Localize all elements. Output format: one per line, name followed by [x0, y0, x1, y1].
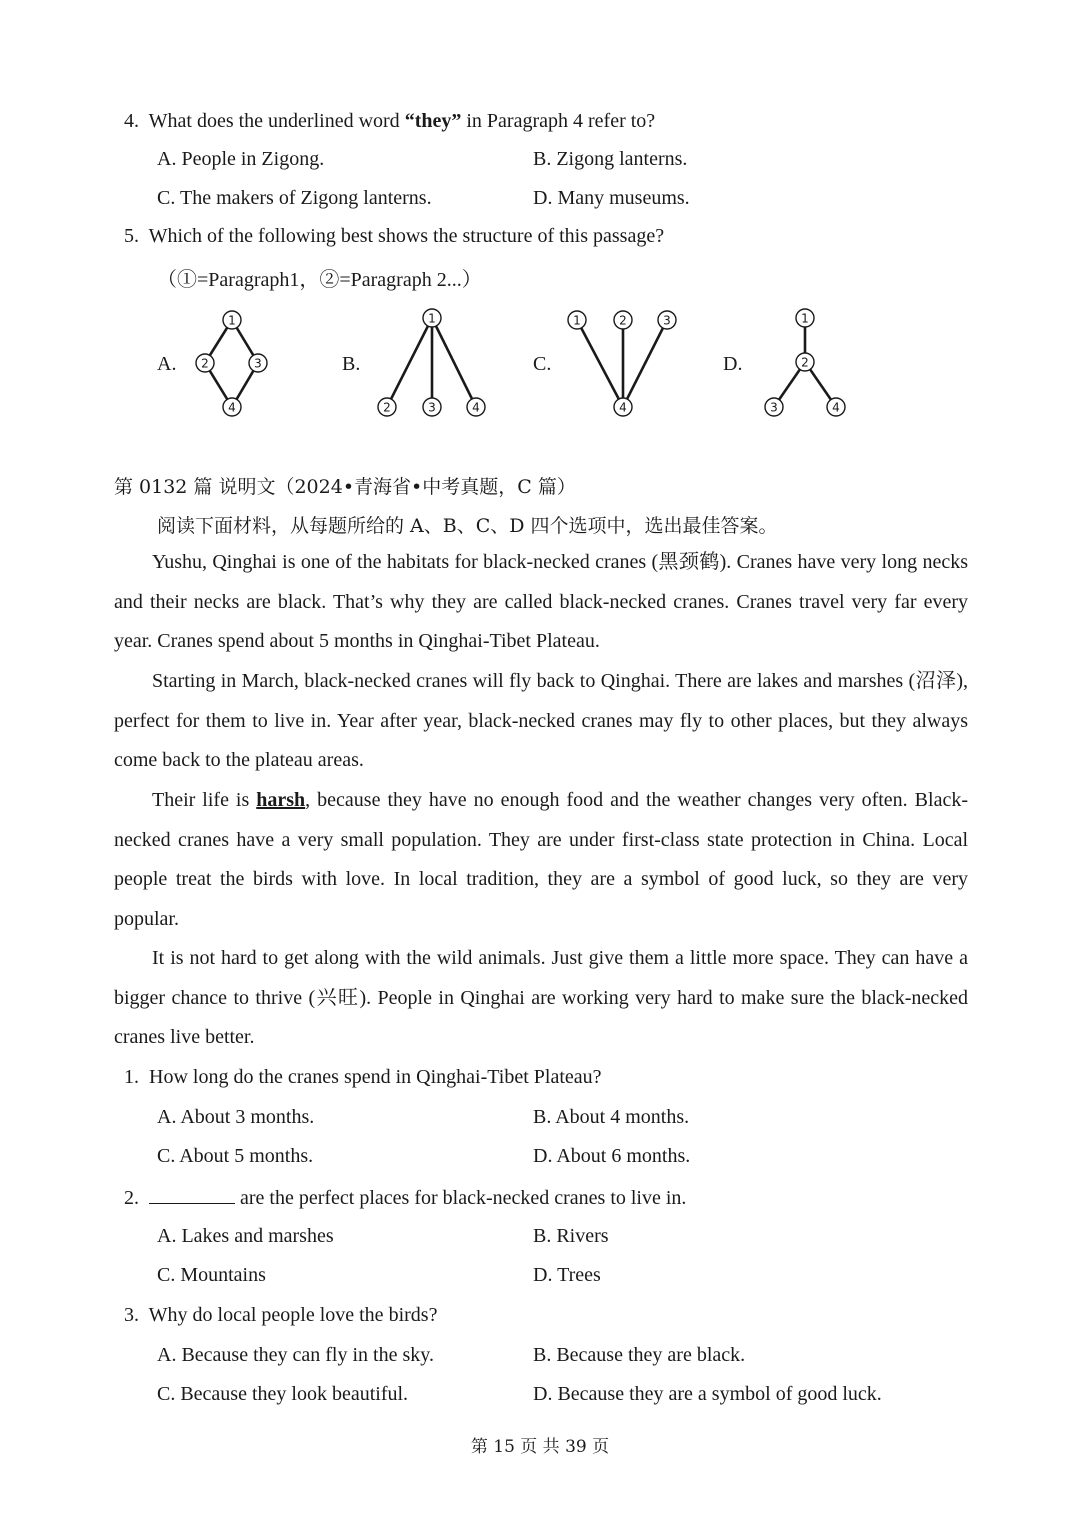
diagram-label-a: A. — [157, 353, 177, 375]
question-number: 4. — [124, 110, 139, 132]
paragraph-text: , because they have no enough food and the weather changes very often. Black-necked cranes have a very small population. They are under first-class state protection in China. Local people treat the birds with love. In local tradition, they are a symbol of good luck, so they are very popular. — [114, 789, 968, 930]
svg-text:3: 3 — [663, 313, 671, 328]
svg-text:4: 4 — [472, 400, 480, 415]
diagram-label-c: C. — [533, 353, 552, 375]
svg-text:2: 2 — [619, 313, 627, 328]
question-text: Which of the following best shows the structure of this passage? — [148, 225, 665, 247]
passage-paragraph-2: Starting in March, black-necked cranes will fly back to Qinghai. There are lakes and marshes (沼泽), perfect for them to live in. Year after year, black-necked cranes may fly to other places, but they always come back to the plateau areas. — [114, 670, 968, 772]
question-number: 5. — [124, 225, 139, 247]
question-text: What does the underlined word — [148, 110, 405, 132]
underlined-word: “they” — [404, 110, 462, 132]
question-number: 2. — [124, 1187, 139, 1209]
svg-text:4: 4 — [228, 400, 236, 415]
svg-text:4: 4 — [832, 400, 840, 415]
option-d: D. About 6 months. — [533, 1145, 691, 1167]
option-b: B. Rivers — [533, 1225, 609, 1247]
node-3 — [765, 398, 783, 416]
question-number: 1. — [124, 1066, 139, 1088]
section-heading: 第 0132 篇 说明文（2024•青海省•中考真题，C 篇） — [114, 476, 576, 498]
svg-text:2: 2 — [383, 400, 391, 415]
question-text: in Paragraph 4 refer to? — [461, 110, 656, 132]
option-a: A. Lakes and marshes — [157, 1225, 334, 1247]
svg-text:3: 3 — [770, 400, 778, 415]
diagram-label-d: D. — [723, 353, 743, 375]
svg-text:2: 2 — [801, 355, 809, 370]
svg-text:4: 4 — [619, 400, 627, 415]
answer-blank — [149, 1185, 235, 1204]
option-c: C. The makers of Zigong lanterns. — [157, 187, 432, 209]
option-c: C. Mountains — [157, 1264, 266, 1286]
question-2 — [124, 1185, 686, 1210]
question-3 — [124, 1304, 437, 1327]
node-2 — [796, 353, 814, 371]
svg-text:1: 1 — [428, 311, 436, 326]
question-text: are the perfect places for black-necked cranes to live in. — [235, 1187, 687, 1209]
option-a: A. About 3 months. — [157, 1106, 315, 1128]
option-a: A. People in Zigong. — [157, 148, 325, 170]
svg-text:3: 3 — [254, 356, 262, 371]
question-text: How long do the cranes spend in Qinghai-Tibet Plateau? — [149, 1066, 602, 1088]
option-d: D. Because they are a symbol of good luck. — [533, 1383, 882, 1405]
question-text: Why do local people love the birds? — [148, 1304, 438, 1326]
node-4 — [827, 398, 845, 416]
passage-paragraph-1: Yushu, Qinghai is one of the habitats for black-necked cranes (黑颈鹤). Cranes have very long necks and their necks are black. That’s why they are called black-necked cranes. Cranes travel very far every year. Cranes spend about 5 months in Qinghai-Tibet Plateau. — [114, 551, 968, 653]
structure-diagram-d — [0, 0, 1080, 440]
svg-text:1: 1 — [801, 311, 809, 326]
option-b: B. About 4 months. — [533, 1106, 690, 1128]
paragraph-hint: （①=Paragraph1，②=Paragraph 2...） — [157, 269, 482, 291]
question-1 — [124, 1066, 602, 1089]
passage-paragraph-4: It is not hard to get along with the wild animals. Just give them a little more space. They can have a bigger chance to thrive (兴旺). People in Qinghai are working very hard to make sure the black-necked cranes live better. — [114, 947, 968, 1049]
paragraph-text: Their life is — [152, 789, 257, 811]
svg-text:1: 1 — [573, 313, 581, 328]
option-b: B. Because they are black. — [533, 1344, 746, 1366]
instruction: 阅读下面材料，从每题所给的 A、B、C、D 四个选项中，选出最佳答案。 — [157, 515, 778, 537]
page-footer: 第 15 页 共 39 页 — [470, 1437, 610, 1457]
diagram-label-b: B. — [342, 353, 361, 375]
svg-text:1: 1 — [228, 313, 236, 328]
underlined-word: harsh — [256, 789, 306, 811]
svg-text:2: 2 — [201, 356, 209, 371]
option-c: C. Because they look beautiful. — [157, 1383, 409, 1405]
question-number: 3. — [124, 1304, 139, 1326]
option-b: B. Zigong lanterns. — [533, 148, 688, 170]
svg-text:3: 3 — [428, 400, 436, 415]
node-1 — [796, 309, 814, 327]
option-d: D. Many museums. — [533, 187, 690, 209]
option-c: C. About 5 months. — [157, 1145, 314, 1167]
option-d: D. Trees — [533, 1264, 601, 1286]
passage-paragraph-3 — [114, 781, 968, 939]
option-a: A. Because they can fly in the sky. — [157, 1344, 434, 1366]
